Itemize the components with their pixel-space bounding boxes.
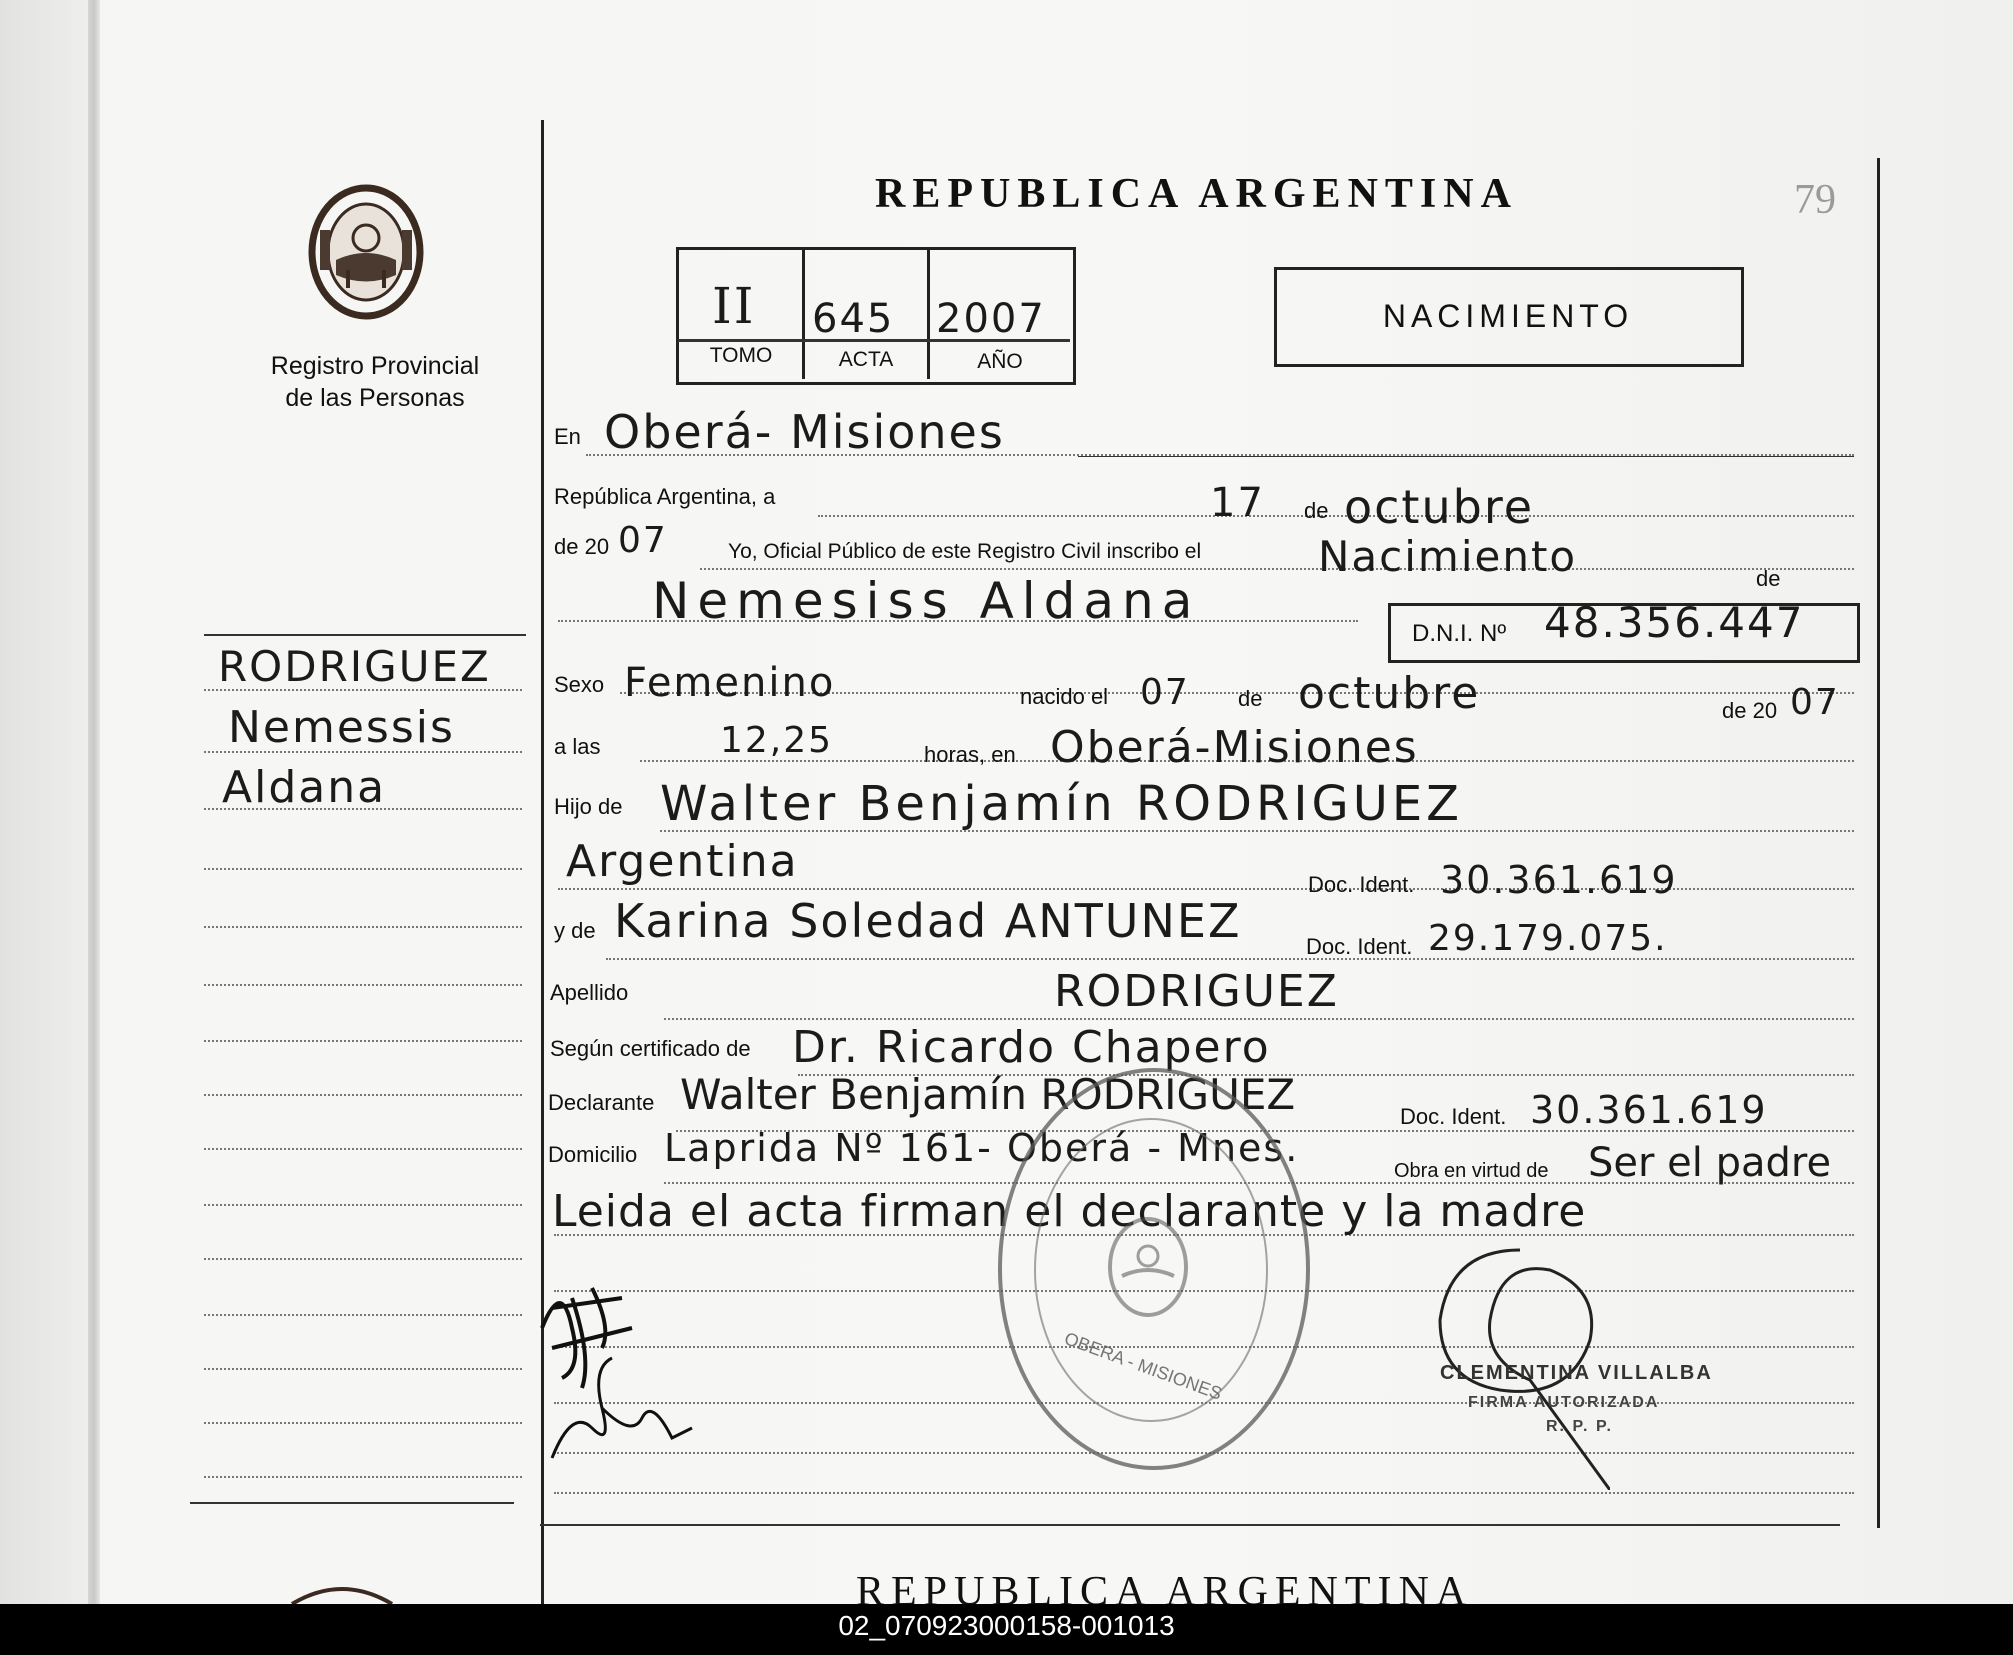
- declarante-doc: 30.361.619: [1530, 1088, 1768, 1132]
- margin-line: [204, 1476, 522, 1478]
- mother-doc: 29.179.075.: [1428, 918, 1668, 959]
- doc-label-3: Doc. Ident.: [1400, 1104, 1507, 1129]
- certificado-label: Según certificado de: [550, 1036, 751, 1061]
- registry-name-line1: Registro Provincial: [270, 352, 480, 380]
- next-page-title: REPUBLICA ARGENTINA: [856, 1569, 1474, 1604]
- margin-line: [204, 868, 522, 870]
- record-type: NACIMIENTO: [1382, 298, 1634, 334]
- oficial-text: Yo, Oficial Público de este Registro Civil inscribo el: [728, 540, 1202, 563]
- margin-note-middle: Aldana: [222, 762, 387, 813]
- closing-statement: Leida el acta firman el declarante y la madre: [552, 1186, 1587, 1237]
- registry-name-line2: de las Personas: [285, 384, 465, 412]
- birth-year-prefix: de 20: [1722, 698, 1778, 723]
- declarante-value: Walter Benjamín RODRIGUEZ: [680, 1070, 1296, 1119]
- doc-label-2: Doc. Ident.: [1306, 934, 1413, 959]
- sexo-label: Sexo: [554, 672, 605, 697]
- official-office: R. P. P.: [1546, 1418, 1613, 1435]
- provincial-emblem: [296, 180, 436, 325]
- official-title: FIRMA AUTORIZADA: [1468, 1394, 1660, 1411]
- anio-label: AÑO: [977, 350, 1023, 373]
- margin-rule-bottom: [190, 1502, 514, 1504]
- image-id-footer: 02_070923000158-001013: [0, 1604, 2013, 1655]
- year-value: 07: [618, 520, 668, 561]
- seal-emblem: [1100, 1212, 1196, 1322]
- acta-value: 645: [812, 296, 895, 342]
- child-name-value: Nemesiss Aldana: [652, 572, 1201, 630]
- hijo-label: Hijo de: [554, 794, 623, 819]
- apellido-label: Apellido: [550, 980, 629, 1005]
- mother-name: Karina Soledad ANTUNEZ: [614, 894, 1242, 948]
- apellido-value: RODRIGUEZ: [1054, 966, 1339, 1017]
- official-name: CLEMENTINA VILLALBA: [1440, 1362, 1713, 1384]
- dni-label: D.N.I. Nº: [1412, 620, 1507, 647]
- margin-line: [204, 1040, 522, 1042]
- form-line: [818, 515, 1854, 517]
- year-prefix: de 20: [554, 534, 610, 559]
- tomo-label: TOMO: [709, 344, 773, 367]
- form-line: [554, 1492, 1854, 1494]
- domicilio-value: Laprida Nº 161- Oberá - Mnes.: [664, 1126, 1300, 1170]
- month-value: octubre: [1344, 480, 1535, 534]
- inscribe-value: Nacimiento: [1318, 532, 1578, 581]
- margin-line: [204, 1422, 522, 1424]
- document-title: REPUBLICA ARGENTINA: [875, 171, 1518, 217]
- form-line: [1078, 456, 1854, 457]
- margin-line: [204, 1368, 522, 1370]
- birth-month: octubre: [1298, 668, 1481, 719]
- nationality-value: Argentina: [566, 836, 799, 887]
- margin-line: [204, 1258, 522, 1260]
- father-name: Walter Benjamín RODRIGUEZ: [660, 776, 1464, 832]
- obra-value: Ser el padre: [1588, 1140, 1832, 1186]
- seal-center-text: OBERA - MISIONES: [1061, 1328, 1225, 1404]
- declarante-label: Declarante: [548, 1090, 655, 1115]
- father-doc: 30.361.619: [1440, 858, 1678, 902]
- en-value: Oberá- Misiones: [604, 405, 1005, 459]
- hora-label: a las: [554, 734, 601, 759]
- sexo-value: Femenino: [624, 660, 836, 706]
- declarante-signature: [532, 1268, 712, 1468]
- de-label-3: de: [1238, 686, 1263, 711]
- hora-value: 12,25: [720, 720, 834, 761]
- acta-label: ACTA: [838, 348, 894, 371]
- form-line: [700, 568, 1854, 570]
- de-label: de: [1304, 498, 1329, 523]
- nacido-label: nacido el: [1020, 684, 1109, 709]
- day-value: 17: [1210, 480, 1265, 526]
- margin-line: [204, 1148, 522, 1150]
- margin-line: [204, 1204, 522, 1206]
- book-spine: [88, 0, 100, 1604]
- margin-rule-top: [204, 634, 526, 636]
- doc-label: Doc. Ident.: [1308, 872, 1415, 897]
- form-bottom-rule: [540, 1524, 1840, 1526]
- partial-emblem-next-page: [282, 1584, 402, 1604]
- official-signature: [1430, 1230, 1610, 1490]
- form-line: [664, 1018, 1854, 1020]
- lugar-value: Oberá-Misiones: [1050, 722, 1419, 773]
- margin-note-surname: RODRIGUEZ: [218, 642, 491, 691]
- en-label: En: [554, 424, 581, 449]
- margin-line: [204, 984, 522, 986]
- obra-label: Obra en virtud de: [1394, 1160, 1549, 1182]
- birth-year: 07: [1790, 682, 1840, 723]
- de-label-2: de: [1756, 566, 1781, 591]
- certificado-value: Dr. Ricardo Chapero: [792, 1022, 1271, 1073]
- yde-label: y de: [554, 918, 596, 943]
- anio-value: 2007: [936, 296, 1046, 342]
- margin-note-name: Nemessis: [228, 702, 455, 753]
- birth-day: 07: [1140, 672, 1190, 713]
- page-number: 79: [1794, 177, 1836, 223]
- margin-line: [204, 1094, 522, 1096]
- domicilio-label: Domicilio: [548, 1142, 638, 1167]
- margin-line: [204, 926, 522, 928]
- margin-line: [204, 1314, 522, 1316]
- lugar-label: horas, en: [924, 742, 1016, 767]
- tomo-value: II: [712, 277, 756, 335]
- right-border: [1877, 158, 1880, 1528]
- republica-label: República Argentina, a: [554, 484, 776, 509]
- dni-value: 48.356.447: [1544, 598, 1805, 647]
